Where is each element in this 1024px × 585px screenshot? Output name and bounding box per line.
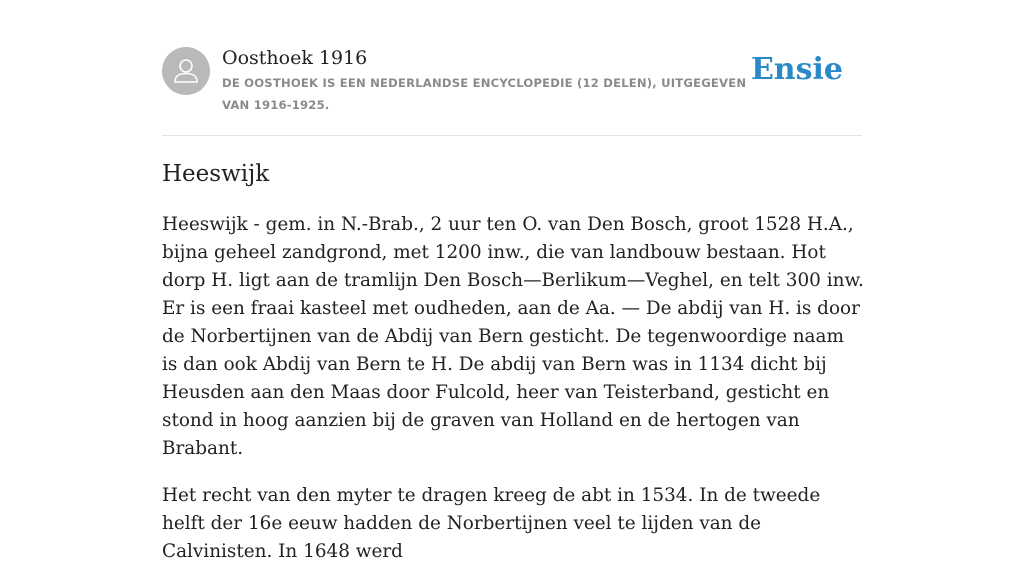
user-icon <box>162 47 210 95</box>
page-title: Heeswijk <box>162 161 270 187</box>
ensie-logo[interactable]: Ensie <box>750 52 843 87</box>
source-title[interactable]: Oosthoek 1916 <box>222 47 368 69</box>
source-header <box>162 44 862 136</box>
entry-body <box>162 211 864 585</box>
source-description: DE OOSTHOEK IS EEN NEDERLANDSE ENCYCLOPEDIE (12 DELEN), UITGEGEVEN VAN 1916-1925. <box>222 76 747 112</box>
entry-paragraph: Heeswijk - gem. in N.-Brab., 2 uur ten O. van Den Bosch, groot 1528 H.A., bijna geheel zandgrond, met 1200 inw., die van landbouw bestaan. Hot dorp H. ligt aan de tramlijn Den Bosch—Berlikum—Veghel, en telt 300 inw. Er is een fraai kasteel met oudheden, aan de Aa. — De abdij van H. is door de Norbertijnen van de Abdij van Bern gesticht. De tegenwoordige naam is dan ook Abdij van Bern te H. De abdij van Bern was in 1134 dicht bij Heusden aan den Maas door Fulcold, heer van Teisterband, gesticht en stond in hoog aanzien bij de graven van Holland en de hertogen van Brabant. <box>162 214 864 459</box>
avatar[interactable] <box>162 47 210 95</box>
entry-paragraph: Het recht van den myter te dragen kreeg de abt in 1534. In de tweede helft der 16e eeuw hadden de Norbertijnen veel te lijden van de Calvinisten. In 1648 werd <box>162 485 821 562</box>
